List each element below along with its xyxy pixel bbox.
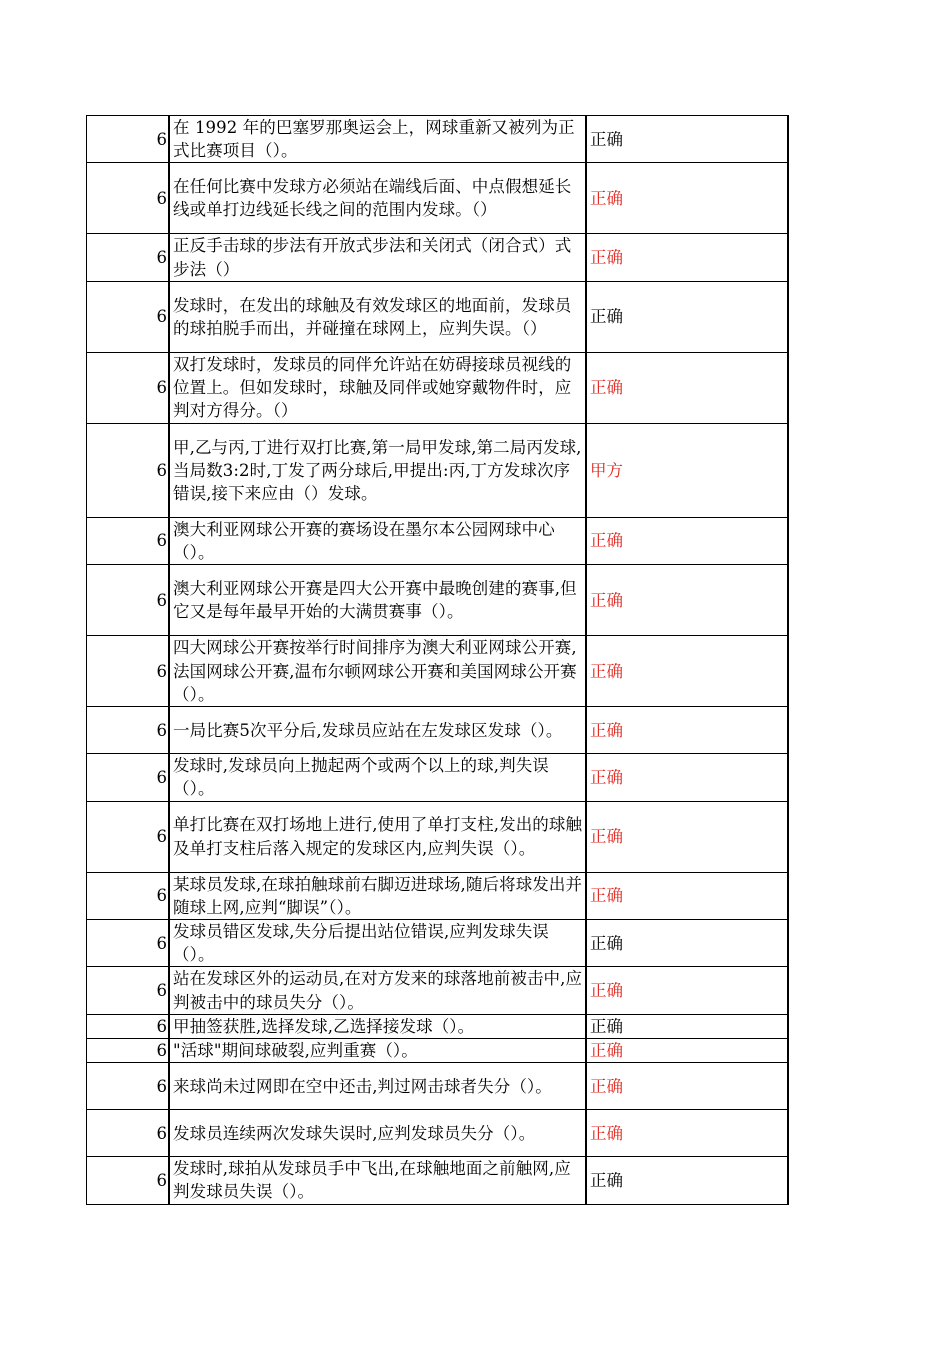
question-text: 双打发球时，发球员的同伴允许站在妨碍接球员视线的位置上。但如发球时，球触及同伴或她穿戴物件时，应判对方得分。（） bbox=[169, 352, 586, 423]
question-number: 6 bbox=[87, 1014, 170, 1038]
table-row bbox=[87, 565, 789, 636]
question-text: 在任何比赛中发球方必须站在端线后面、中点假想延长线或单打边线延长线之间的范围内发球。（） bbox=[169, 163, 586, 234]
question-text: 正反手击球的步法有开放式步法和关闭式（闭合式）式步法（） bbox=[169, 234, 586, 281]
question-text: 甲抽签获胜,选择发球,乙选择接发球（）。 bbox=[169, 1014, 586, 1038]
answer-cell: 正确 bbox=[586, 1110, 788, 1157]
question-number: 6 bbox=[87, 1039, 170, 1063]
answer-cell: 正确 bbox=[586, 281, 788, 352]
table-row bbox=[87, 754, 789, 801]
question-text: 发球时,球拍从发球员手中飞出,在球触地面之前触网,应判发球员失误（）。 bbox=[169, 1157, 586, 1204]
table-row bbox=[87, 352, 789, 423]
table-row bbox=[87, 1110, 789, 1157]
table-row bbox=[87, 967, 789, 1014]
question-number: 6 bbox=[87, 234, 170, 281]
answer-cell: 正确 bbox=[586, 1039, 788, 1063]
question-table-body bbox=[87, 116, 789, 1205]
question-text: 某球员发球,在球拍触球前右脚迈进球场,随后将球发出并随球上网,应判“脚误”（）。 bbox=[169, 872, 586, 919]
question-number: 6 bbox=[87, 801, 170, 872]
table-row bbox=[87, 1014, 789, 1038]
question-number: 6 bbox=[87, 163, 170, 234]
table-row bbox=[87, 1063, 789, 1110]
answer-cell: 正确 bbox=[586, 116, 788, 163]
question-text: 发球时,发球员向上抛起两个或两个以上的球,判失误（）。 bbox=[169, 754, 586, 801]
question-text: 发球员错区发球,失分后提出站位错误,应判发球失误（）。 bbox=[169, 920, 586, 967]
question-number: 6 bbox=[87, 517, 170, 564]
question-text: 一局比赛5次平分后,发球员应站在左发球区发球（）。 bbox=[169, 707, 586, 754]
question-text: "活球"期间球破裂,应判重赛（）。 bbox=[169, 1039, 586, 1063]
table-row bbox=[87, 707, 789, 754]
answer-cell: 正确 bbox=[586, 1157, 788, 1204]
answer-cell: 正确 bbox=[586, 1014, 788, 1038]
question-text: 澳大利亚网球公开赛是四大公开赛中最晚创建的赛事,但它又是每年最早开始的大满贯赛事（）。 bbox=[169, 565, 586, 636]
question-text: 甲,乙与丙,丁进行双打比赛,第一局甲发球,第二局丙发球,当局数3:2时,丁发了两分球后,甲提出:丙,丁方发球次序错误,接下来应由（）发球。 bbox=[169, 423, 586, 517]
question-text: 在 1992 年的巴塞罗那奥运会上，网球重新又被列为正式比赛项目（）。 bbox=[169, 116, 586, 163]
table-row bbox=[87, 920, 789, 967]
table-row bbox=[87, 517, 789, 564]
table-row bbox=[87, 423, 789, 517]
question-number: 6 bbox=[87, 352, 170, 423]
table-row bbox=[87, 116, 789, 163]
question-number: 6 bbox=[87, 281, 170, 352]
table-row bbox=[87, 801, 789, 872]
question-number: 6 bbox=[87, 754, 170, 801]
question-number: 6 bbox=[87, 423, 170, 517]
question-text: 澳大利亚网球公开赛的赛场设在墨尔本公园网球中心（）。 bbox=[169, 517, 586, 564]
question-text: 四大网球公开赛按举行时间排序为澳大利亚网球公开赛,法国网球公开赛,温布尔顿网球公开赛和美国网球公开赛（）。 bbox=[169, 636, 586, 707]
answer-cell: 正确 bbox=[586, 352, 788, 423]
answer-cell: 甲方 bbox=[586, 423, 788, 517]
question-text: 发球员连续两次发球失误时,应判发球员失分（）。 bbox=[169, 1110, 586, 1157]
question-number: 6 bbox=[87, 565, 170, 636]
question-number: 6 bbox=[87, 1157, 170, 1204]
table-row bbox=[87, 281, 789, 352]
question-number: 6 bbox=[87, 872, 170, 919]
answer-cell: 正确 bbox=[586, 565, 788, 636]
answer-cell: 正确 bbox=[586, 234, 788, 281]
table-row bbox=[87, 163, 789, 234]
question-number: 6 bbox=[87, 116, 170, 163]
question-text: 单打比赛在双打场地上进行,使用了单打支柱,发出的球触及单打支柱后落入规定的发球区内,应判失误（）。 bbox=[169, 801, 586, 872]
question-table bbox=[86, 115, 789, 1205]
question-number: 6 bbox=[87, 920, 170, 967]
answer-cell: 正确 bbox=[586, 517, 788, 564]
table-row bbox=[87, 636, 789, 707]
question-number: 6 bbox=[87, 636, 170, 707]
answer-cell: 正确 bbox=[586, 707, 788, 754]
question-number: 6 bbox=[87, 707, 170, 754]
answer-cell: 正确 bbox=[586, 636, 788, 707]
question-number: 6 bbox=[87, 967, 170, 1014]
question-text: 发球时，在发出的球触及有效发球区的地面前，发球员的球拍脱手而出，并碰撞在球网上，应判失误。（） bbox=[169, 281, 586, 352]
answer-cell: 正确 bbox=[586, 967, 788, 1014]
answer-cell: 正确 bbox=[586, 872, 788, 919]
question-number: 6 bbox=[87, 1110, 170, 1157]
table-row bbox=[87, 1039, 789, 1063]
answer-cell: 正确 bbox=[586, 801, 788, 872]
answer-cell: 正确 bbox=[586, 754, 788, 801]
question-text: 站在发球区外的运动员,在对方发来的球落地前被击中,应判被击中的球员失分（）。 bbox=[169, 967, 586, 1014]
table-row bbox=[87, 872, 789, 919]
question-text: 来球尚未过网即在空中还击,判过网击球者失分（）。 bbox=[169, 1063, 586, 1110]
answer-cell: 正确 bbox=[586, 163, 788, 234]
table-row bbox=[87, 1157, 789, 1204]
answer-cell: 正确 bbox=[586, 920, 788, 967]
question-number: 6 bbox=[87, 1063, 170, 1110]
table-row bbox=[87, 234, 789, 281]
answer-cell: 正确 bbox=[586, 1063, 788, 1110]
